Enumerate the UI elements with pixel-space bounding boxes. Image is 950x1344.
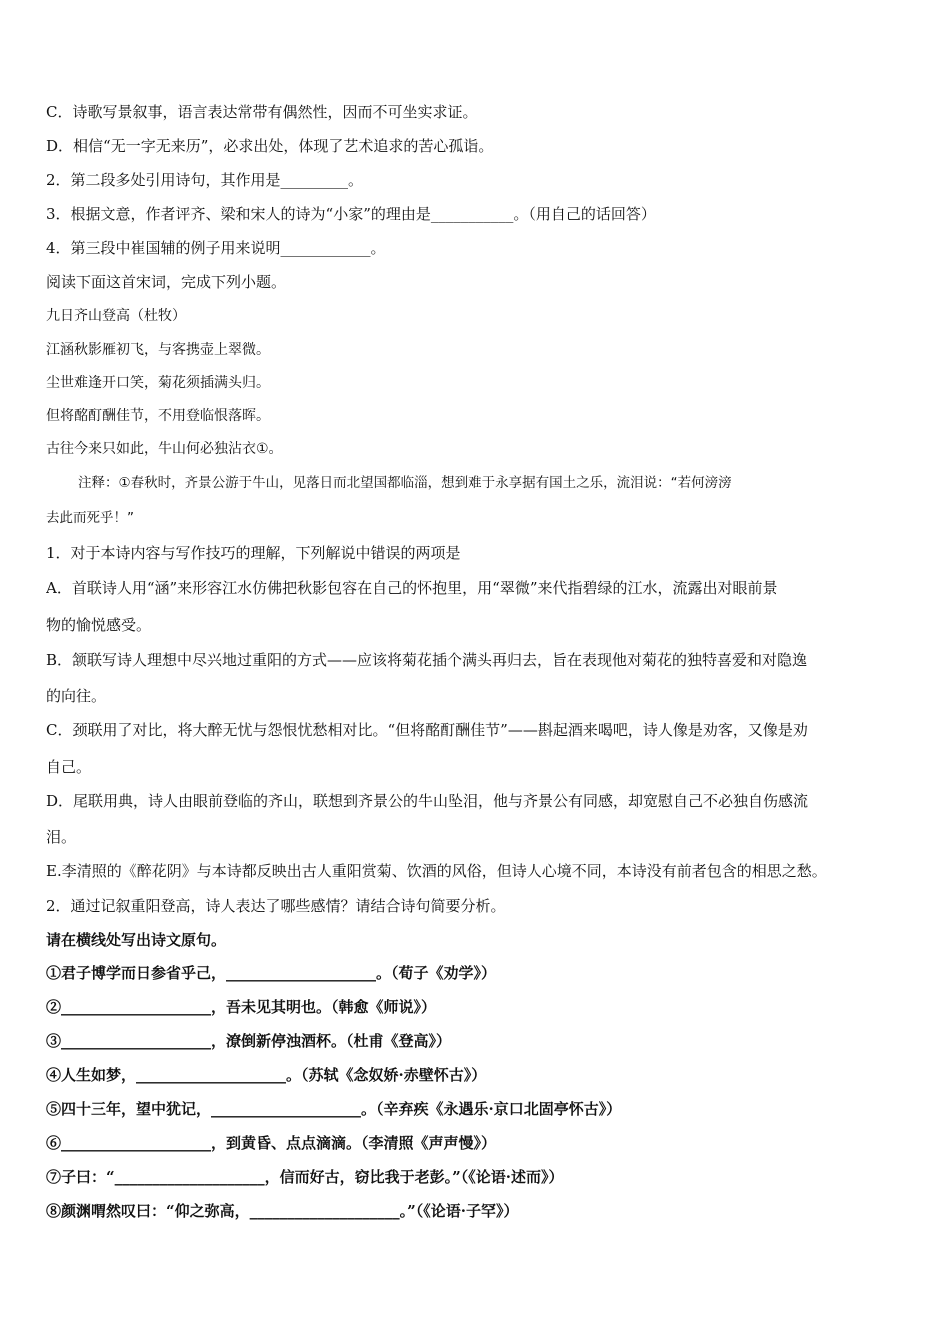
fill-item: ③____________________，潦倒新停浊酒杯。（杜甫《登高》） bbox=[46, 1032, 452, 1050]
question-2: 2．通过记叙重阳登高，诗人表达了哪些感情？请结合诗句简要分析。 bbox=[46, 897, 506, 915]
poem-note: 注释：①春秋时，齐景公游于牛山，见落日而北望国都临淄，想到难于永享据有国土之乐，流泪说：“若何滂滂 bbox=[78, 475, 732, 491]
option-d: D．相信“无一字无来历”，必求出处，体现了艺术追求的苦心孤诣。 bbox=[46, 137, 494, 155]
option-d: D．尾联用典，诗人由眼前登临的齐山，联想到齐景公的牛山坠泪，他与齐景公有同感，却宽慰自己不必独自伤感流 bbox=[46, 792, 809, 810]
question-4-prev: 4．第三段中崔国辅的例子用来说明____________。 bbox=[46, 239, 386, 257]
fill-item: ⑤四十三年，望中犹记，____________________。（辛弃疾《永遇乐·京口北固亭怀古》） bbox=[46, 1100, 622, 1118]
option-d-cont: 泪。 bbox=[46, 828, 77, 846]
poem-note-cont: 去此而死乎！” bbox=[46, 510, 134, 526]
fill-item: ⑦子曰：“____________________，信而好古，窃比我于老彭。”（《论语·述而》） bbox=[46, 1168, 564, 1186]
option-c: C．诗歌写景叙事，语言表达常带有偶然性，因而不可坐实求证。 bbox=[46, 103, 478, 121]
fill-item: ④人生如梦，____________________。（苏轼《念奴娇·赤壁怀古》） bbox=[46, 1066, 487, 1084]
option-e: E.李清照的《醉花阴》与本诗都反映出古人重阳赏菊、饮酒的风俗，但诗人心境不同，本诗没有前者包含的相思之愁。 bbox=[46, 862, 827, 880]
question-1-stem: 1．对于本诗内容与写作技巧的理解，下列解说中错误的两项是 bbox=[46, 544, 461, 562]
poem-line: 尘世难逢开口笑，菊花须插满头归。 bbox=[46, 375, 270, 391]
poem-line: 但将酩酊酬佳节，不用登临恨落晖。 bbox=[46, 408, 270, 424]
fill-instruction: 请在横线处写出诗文原句。 bbox=[46, 931, 227, 949]
fill-item: ⑧颜渊喟然叹曰：“仰之弥高，____________________。”（《论语·子罕》） bbox=[46, 1202, 519, 1220]
poem-line: 江涵秋影雁初飞，与客携壶上翠微。 bbox=[46, 342, 270, 358]
poem-title: 九日齐山登高（杜牧） bbox=[46, 308, 186, 324]
option-c: C．颈联用了对比，将大醉无忧与怨恨忧愁相对比。“但将酩酊酬佳节”——斟起酒来喝吧，诗人像是劝客，又像是劝 bbox=[46, 721, 808, 739]
option-b: B．颔联写诗人理想中尽兴地过重阳的方式——应该将菊花插个满头再归去，旨在表现他对菊花的独特喜爱和对隐逸 bbox=[46, 651, 808, 669]
poem-line: 古往今来只如此，牛山何必独沾衣①。 bbox=[46, 441, 283, 457]
question-2-prev: 2．第二段多处引用诗句，其作用是_________。 bbox=[46, 171, 364, 189]
fill-item: ②____________________，吾未见其明也。（韩愈《师说》） bbox=[46, 998, 437, 1016]
option-a: A．首联诗人用“涵”来形容江水仿佛把秋影包容在自己的怀抱里，用“翠微”来代指碧绿的江水，流露出对眼前景 bbox=[46, 579, 778, 597]
option-c-cont: 自己。 bbox=[46, 758, 92, 776]
poem-instruction: 阅读下面这首宋词，完成下列小题。 bbox=[46, 273, 287, 291]
fill-item: ①君子博学而日参省乎己，____________________。（荀子《劝学》） bbox=[46, 964, 497, 982]
fill-item: ⑥____________________，到黄昏、点点滴滴。（李清照《声声慢》） bbox=[46, 1134, 497, 1152]
question-3-prev: 3．根据文意，作者评齐、梁和宋人的诗为“小家”的理由是___________。（用自己的话回答） bbox=[46, 205, 656, 223]
option-a-cont: 物的愉悦感受。 bbox=[46, 616, 152, 634]
option-b-cont: 的向往。 bbox=[46, 687, 107, 705]
